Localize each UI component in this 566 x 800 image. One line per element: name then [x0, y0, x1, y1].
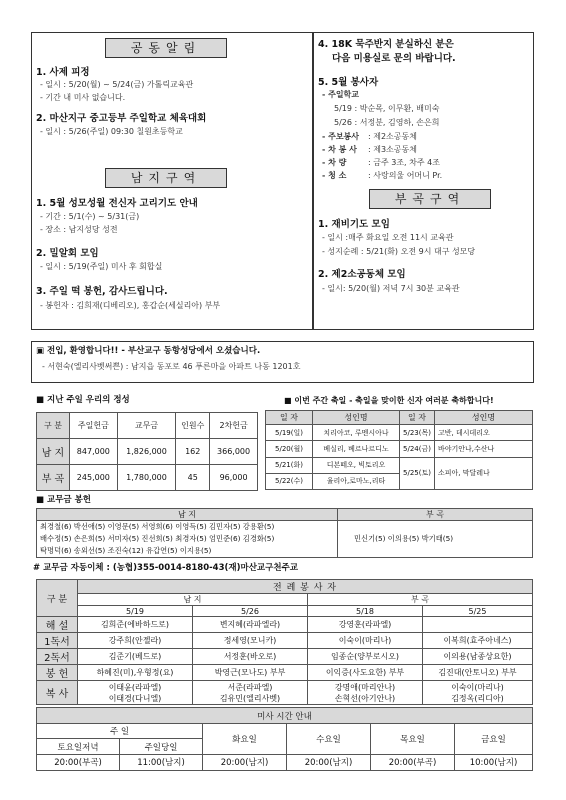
service-cell: 김진대(안토니오) 부부 [423, 665, 533, 681]
offering-title: ■ 지난 주일 우리의 정성 [36, 395, 130, 405]
feast-saint: 베실리, 베르나르디노 [313, 441, 400, 457]
vol-row-4-key: - 청 소 [322, 171, 347, 180]
gyomu-header-namji: 남 지 [37, 509, 338, 521]
account-info: # 교무금 자동이체 : (농협)355-0014-8180-43(재)마산교구천주교 [33, 563, 298, 573]
bugok-2-line1: - 일시: 5/20(월) 저녁 7시 30분 교육관 [322, 284, 460, 293]
offering-header-second: 2차헌금 [210, 413, 258, 439]
service-cell: 서정훈(바오로) [193, 649, 308, 665]
mass-sunday: 주 일 [37, 724, 203, 739]
vol-row-3-val: : 금주 3조, 차주 4조 [368, 158, 440, 167]
service-date: 5/19 [78, 606, 193, 617]
offering-header-sunday: 주일헌금 [69, 413, 117, 439]
mass-time: 20:00(부곡) [371, 754, 455, 770]
namji-2-line1: - 일시 : 5/19(주일) 미사 후 회합실 [40, 262, 163, 271]
feast-date: 5/23(목) [400, 425, 435, 441]
service-cell: 서준(라파엘) 김유민(엘리사벳) [193, 681, 308, 705]
feast-header-saint: 성인명 [313, 411, 400, 425]
service-row-label: 해 설 [37, 617, 78, 633]
feast-saint: 바야기안나,수산나 [435, 441, 533, 457]
gyomu-header-bugok: 부 곡 [338, 509, 533, 521]
gyomu-title: ■ 교무금 봉헌 [36, 495, 92, 505]
feast-date: 5/24(금) [400, 441, 435, 457]
service-row-label: 봉 헌 [37, 665, 78, 681]
notice-2-line1: - 일시 : 5/26(주일) 09:30 칠원초등학교 [40, 127, 183, 136]
service-cell: 이숙이(마리나) [308, 633, 423, 649]
bugok-1-line1: - 일시 :매주 화요일 오전 11시 교육관 [322, 233, 454, 242]
service-date: 5/25 [423, 606, 533, 617]
service-cell: 박영근(모나도) 부부 [193, 665, 308, 681]
mass-time: 20:00(부곡) [37, 754, 120, 770]
feast-header-date2: 일 자 [400, 411, 435, 425]
service-cell: 정세영(모니카) [193, 633, 308, 649]
service-cell: 강주희(안젤라) [78, 633, 193, 649]
service-title: 전 례 봉 사 자 [78, 580, 533, 594]
offering-row-label: 남 지 [37, 439, 70, 465]
offering-cell: 45 [176, 465, 210, 491]
mass-table [36, 707, 533, 771]
mass-sun: 주일당일 [120, 739, 203, 754]
notice-1-title: 1. 사제 피정 [36, 67, 90, 78]
service-cell: 이복희(효주아네스) [423, 633, 533, 649]
feast-saint: 율리아,로마노,리타 [313, 473, 400, 489]
feast-saint: 소피아, 막달레나 [435, 457, 533, 489]
namji-3-line1: - 봉헌자 : 김희재(디베리오), 홍갑순(세실리아) 부부 [40, 301, 221, 310]
service-cell: 김준기(베드로) [78, 649, 193, 665]
feast-header-date: 일 자 [266, 411, 313, 425]
item4-line2: 다음 미용실로 문의 바랍니다. [332, 53, 456, 64]
offering-cell: 96,000 [210, 465, 258, 491]
gyomu-bugok-cell: 민신기(5) 이의용(5) 박기태(5) [338, 521, 533, 558]
feast-saint: 치리아코, 루멘시아나 [313, 425, 400, 441]
service-cell: 강명애(마리안나) 손혁선(아기안나) [308, 681, 423, 705]
namji-header: 남지구역 [105, 168, 227, 188]
service-gubun: 구 분 [37, 580, 78, 617]
service-table [36, 579, 533, 705]
offering-row-label: 부 곡 [37, 465, 70, 491]
notice-2-title: 2. 마산지구 중고등부 주일학교 체육대회 [36, 113, 207, 124]
offering-header-gubun: 구 분 [37, 413, 70, 439]
service-date: 5/18 [308, 606, 423, 617]
offering-cell: 245,000 [69, 465, 117, 491]
ss-line2: 5/26 : 서정분, 김영하, 손은희 [334, 118, 440, 127]
service-cell: 강영훈(라파엘) [308, 617, 423, 633]
bugok-1-line2: - 성지순례 : 5/21(화) 오전 9시 대구 성모당 [322, 247, 476, 256]
welcome-line: - 서현숙(엘리사벳써쁜) : 남지읍 동포로 46 푸른마을 아파트 나동 1201호 [42, 362, 301, 371]
gyomu-namji-line: 배수정(5) 손은희(5) 서미자(5) 진선희(5) 최경자(5) 엄민준(6) 김경화(5) [40, 534, 275, 543]
feast-saint: 디본떼오, 빅토리오 [313, 457, 400, 473]
service-row-label: 2독서 [37, 649, 78, 665]
gyomu-table [36, 508, 533, 558]
vol-row-4-val: : 사랑의울 어머니 Pr. [368, 171, 443, 180]
namji-1-line1: - 기간 : 5/1(수) ~ 5/31(금) [40, 212, 140, 221]
feast-title: ■ 이번 주간 축일 - 축일을 맞이한 신자 여러분 축하합니다! [284, 396, 494, 405]
offering-table [36, 412, 258, 491]
offering-header-gyomu: 교무금 [117, 413, 176, 439]
offering-cell: 847,000 [69, 439, 117, 465]
mass-time: 10:00(남지) [455, 754, 533, 770]
feast-header-saint2: 성인명 [435, 411, 533, 425]
gyomu-namji-line: 최경철(6) 박선애(5) 이영문(5) 서영희(6) 이영득(5) 김민자(5) 강용환(5) [40, 522, 275, 531]
service-cell: 이의용(남종상요한) [423, 649, 533, 665]
feast-saint: 고반, 데시데리오 [435, 425, 533, 441]
mass-day: 화요일 [203, 724, 287, 754]
namji-1-title: 1. 5월 성모성월 전신자 고리기도 안내 [36, 198, 198, 209]
feast-date: 5/19(일) [266, 425, 313, 441]
vol-row-1-val: : 제2소공동체 [368, 132, 417, 141]
service-cell: 이태윤(라파엘) 이태경(다니엘) [78, 681, 193, 705]
feast-date: 5/20(월) [266, 441, 313, 457]
feast-table [265, 410, 533, 490]
mass-day: 수요일 [287, 724, 371, 754]
mass-day: 목요일 [371, 724, 455, 754]
item5-title: 5. 5월 봉사자 [318, 77, 379, 88]
item4-line1: 4. 18K 묵주반지 분실하신 분은 [318, 39, 454, 50]
notice-1-line2: - 기간 내 미사 없습니다. [40, 93, 126, 102]
service-cell: 임종순(양부로시오) [308, 649, 423, 665]
mass-day: 금요일 [455, 724, 533, 754]
service-cell [423, 617, 533, 633]
service-cell: 하혜진(미),우형정(요) [78, 665, 193, 681]
gyomu-namji-cell [37, 521, 338, 558]
offering-cell: 366,000 [210, 439, 258, 465]
vol-row-2-key: - 차 봉 사 [322, 145, 357, 154]
bugok-header: 부곡구역 [369, 189, 491, 209]
offering-header-count: 인원수 [176, 413, 210, 439]
vol-row-3-key: - 차 량 [322, 158, 347, 167]
mass-time: 20:00(남지) [203, 754, 287, 770]
mass-time: 11:00(남지) [120, 754, 203, 770]
service-row-label: 1독서 [37, 633, 78, 649]
feast-date: 5/21(화) [266, 457, 313, 473]
mass-sat: 토요일저녁 [37, 739, 120, 754]
sunday-school-label: - 주일학교 [322, 90, 360, 99]
offering-cell: 1,826,000 [117, 439, 176, 465]
mass-time: 20:00(남지) [287, 754, 371, 770]
service-cell: 변지혜(라파엘라) [193, 617, 308, 633]
vol-row-2-val: : 제3소공동체 [368, 145, 417, 154]
ss-line1: 5/19 : 박순목, 이무환, 배미숙 [334, 104, 440, 113]
namji-2-title: 2. 밀알회 모임 [36, 248, 99, 259]
vol-row-1-key: - 주보봉사 [322, 132, 360, 141]
mass-title: 미사 시간 안내 [37, 708, 533, 724]
offering-cell: 1,780,000 [117, 465, 176, 491]
service-cell: 이숙이(마리나) 김정옥(리디아) [423, 681, 533, 705]
namji-3-title: 3. 주일 떡 봉헌, 감사드립니다. [36, 286, 168, 297]
offering-cell: 162 [176, 439, 210, 465]
notice-header: 공동알림 [105, 38, 227, 58]
welcome-title: ▣ 전입, 환영합니다!! - 부산교구 동항성당에서 오셨습니다. [36, 346, 261, 356]
service-cell: 이익증(사도요한) 부부 [308, 665, 423, 681]
gyomu-namji-line: 탁명덕(6) 송외선(5) 조진숙(12) 유갑연(5) 이지용(5) [40, 546, 212, 555]
service-cell: 김희준(에바하드로) [78, 617, 193, 633]
service-bugok: 부 곡 [308, 594, 533, 606]
service-namji: 남 지 [78, 594, 308, 606]
feast-date: 5/22(수) [266, 473, 313, 489]
service-row-label: 복 사 [37, 681, 78, 705]
feast-date: 5/25(토) [400, 457, 435, 489]
service-date: 5/26 [193, 606, 308, 617]
bugok-2-title: 2. 제2소공동체 모임 [318, 269, 406, 280]
bugok-1-title: 1. 재비기도 모임 [318, 219, 390, 230]
namji-1-line2: - 장소 : 남지성당 성전 [40, 225, 118, 234]
notice-1-line1: - 일시 : 5/20(월) ~ 5/24(금) 가톨릭교육관 [40, 80, 194, 89]
